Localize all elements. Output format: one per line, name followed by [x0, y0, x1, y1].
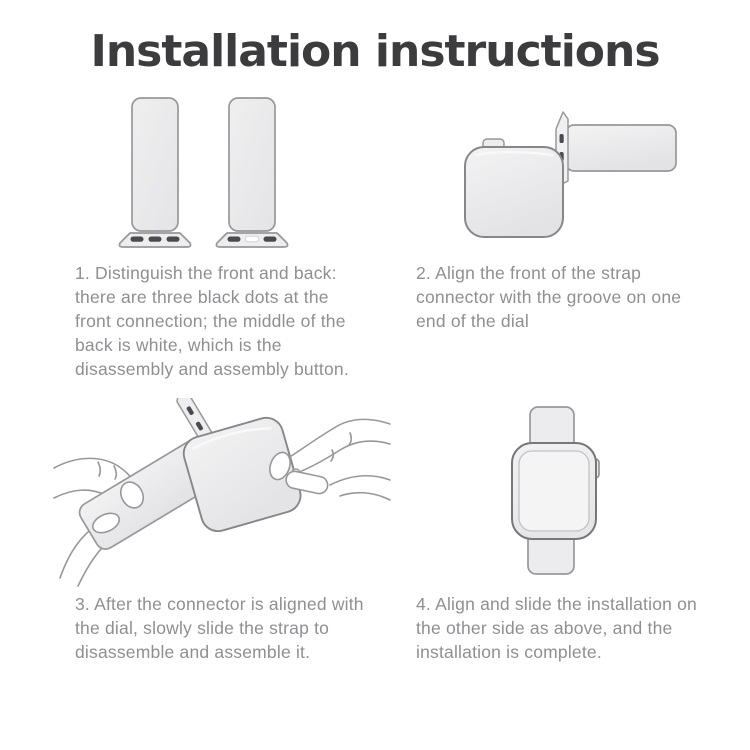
caption-line: disassembly and assembly button. — [75, 359, 349, 379]
caption-line: 2. Align the front of the strap — [416, 263, 642, 283]
strap-front — [119, 98, 190, 247]
slide-strap-hands-illustration — [52, 398, 392, 588]
front-three-black-dots — [131, 237, 180, 242]
caption-line: there are three black dots at the — [75, 287, 329, 307]
step-1-caption — [75, 261, 349, 381]
watch-screen — [519, 451, 589, 531]
caption-line: 4. Align and slide the installation on — [416, 594, 697, 614]
assembled-watch-illustration — [470, 395, 650, 585]
strap-horizontal — [566, 125, 676, 171]
watch-dial — [465, 147, 563, 237]
caption-line: front connection; the middle of the — [75, 311, 346, 331]
step-4-caption — [416, 592, 697, 664]
caption-line: the other side as above, and the — [416, 618, 673, 638]
align-strap-dial-illustration — [440, 95, 690, 255]
step-3-caption — [75, 592, 364, 664]
page-title: Installation instructions — [90, 26, 660, 77]
caption-line: 1. Distinguish the front and back: — [75, 263, 337, 283]
strap-back — [216, 98, 287, 247]
step-2-caption — [416, 261, 681, 333]
caption-line: disassemble and assemble it. — [75, 642, 311, 662]
caption-line: the dial, slowly slide the strap to — [75, 618, 330, 638]
watch-body — [512, 443, 596, 539]
caption-line: back is white, which is the — [75, 335, 282, 355]
caption-line: 3. After the connector is aligned with — [75, 594, 364, 614]
strap-front-back-illustration — [95, 88, 325, 260]
back-dots-with-white-button — [228, 236, 277, 242]
caption-line: end of the dial — [416, 311, 529, 331]
caption-line: connector with the groove on one — [416, 287, 682, 307]
connector-dot — [560, 134, 564, 143]
caption-line: installation is complete. — [416, 642, 602, 662]
